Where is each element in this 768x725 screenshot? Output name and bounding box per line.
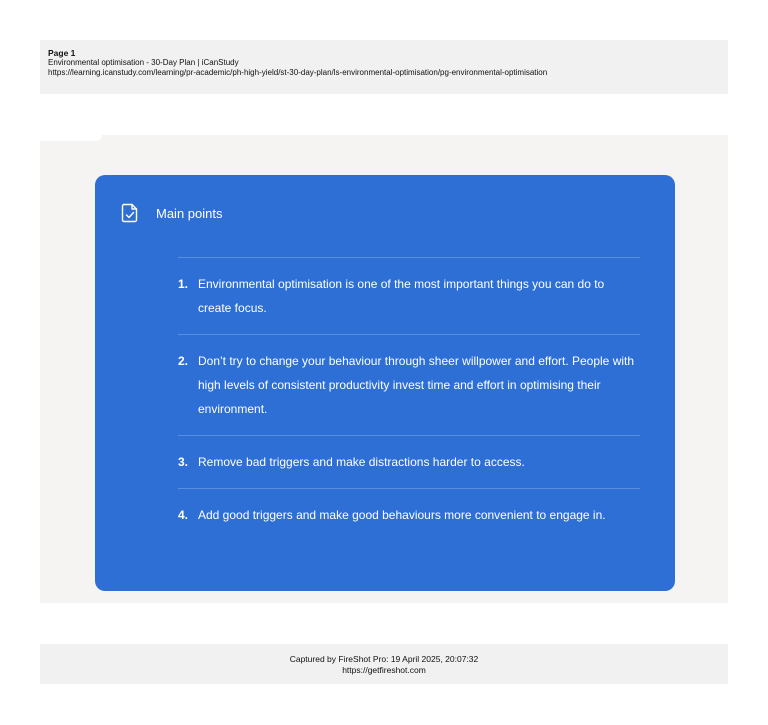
main-points-card <box>95 175 675 591</box>
point-text: Remove bad triggers and make distractions harder to access. <box>198 455 525 469</box>
content-area <box>40 135 728 603</box>
card-title: Main points <box>156 205 223 221</box>
main-points-list <box>178 257 640 541</box>
tab-notch <box>40 135 102 141</box>
page-url: https://learning.icanstudy.com/learning/pr-academic/ph-high-yield/st-30-day-plan/ls-environmental-optimisation/pg-environmental-optimisation <box>48 68 548 77</box>
document-check-icon <box>121 203 139 223</box>
point-text: Don’t try to change your behaviour through sheer willpower and effort. People with high levels of consistent productivity invest time and effort in optimising their environment. <box>198 354 635 416</box>
capture-header <box>40 40 728 94</box>
page-label: Page 1 <box>48 48 76 58</box>
list-item <box>178 488 640 541</box>
list-item <box>178 334 640 435</box>
page-title: Environmental optimisation - 30-Day Plan | iCanStudy <box>48 58 239 67</box>
card-header <box>121 203 222 223</box>
list-item <box>178 257 640 334</box>
list-item <box>178 435 640 488</box>
point-text: Add good triggers and make good behaviours more convenient to engage in. <box>198 508 606 522</box>
capture-footer <box>40 644 728 684</box>
fireshot-link[interactable]: https://getfireshot.com <box>342 665 426 675</box>
point-number: 2. <box>178 354 189 368</box>
capture-info: Captured by FireShot Pro: 19 April 2025, 20:07:32 <box>289 654 479 664</box>
point-number: 1. <box>178 277 189 291</box>
point-number: 3. <box>178 455 189 469</box>
point-number: 4. <box>178 508 189 522</box>
point-text: Environmental optimisation is one of the most important things you can do to create focus. <box>198 277 605 315</box>
